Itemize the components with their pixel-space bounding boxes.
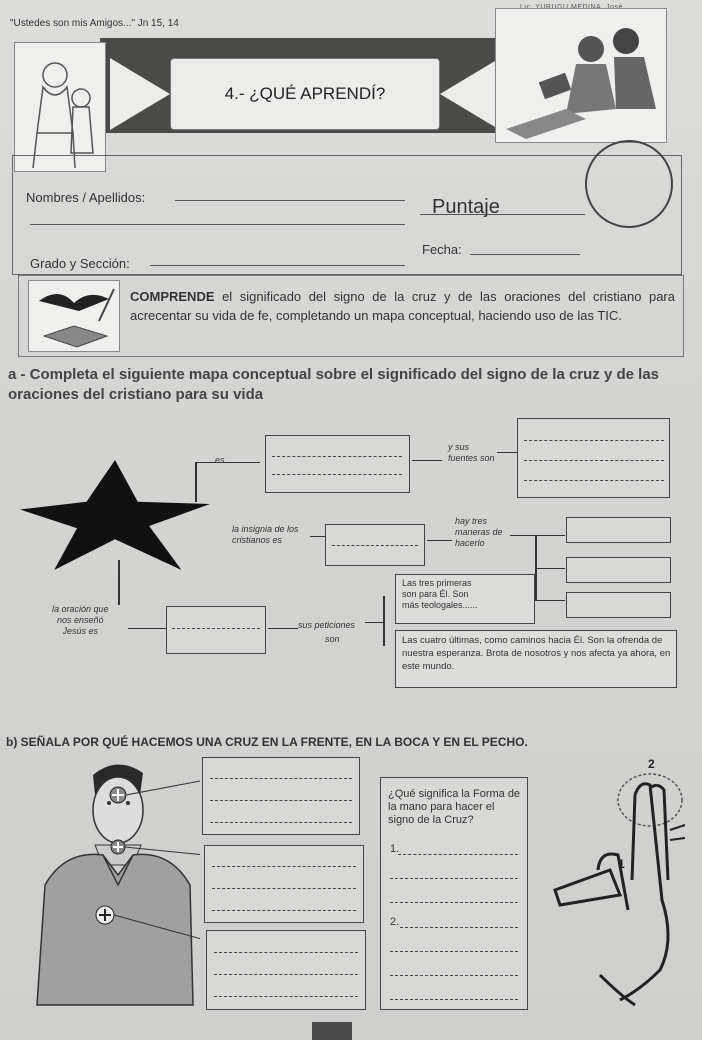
grade-label: Grado y Sección: xyxy=(30,256,130,271)
ribbon-left xyxy=(110,58,170,130)
map-box-way-2[interactable] xyxy=(566,557,671,583)
connector xyxy=(427,540,452,541)
connector xyxy=(268,628,298,629)
answer-line xyxy=(210,800,352,801)
answer-line xyxy=(214,974,358,975)
answer-line xyxy=(214,952,358,953)
map-primeras: Las tres primeras son para Él. Son más teologales...... xyxy=(402,578,478,610)
map-box-way-3[interactable] xyxy=(566,592,671,618)
map-box-oracion[interactable] xyxy=(166,606,266,654)
boy-crossing-illustration xyxy=(25,755,200,1010)
section-b-instruction: b) SEÑALA POR QUÉ HACEMOS UNA CRUZ EN LA FRENTE, EN LA BOCA Y EN EL PECHO. xyxy=(6,735,528,749)
finger-label-2: 2 xyxy=(648,757,655,771)
hand-sign-illustration xyxy=(540,760,690,1010)
connector xyxy=(195,462,197,502)
map-line xyxy=(172,628,260,629)
map-hay-tres: hay tres maneras de hacerlo xyxy=(455,516,503,548)
answer-1-line[interactable] xyxy=(398,854,518,855)
page-title: 4.- ¿QUÉ APRENDÍ? xyxy=(170,58,440,130)
map-oracion: la oración que nos enseñó Jesús es xyxy=(52,604,109,636)
connector xyxy=(497,452,517,453)
connector xyxy=(535,568,565,569)
cross-star-shape xyxy=(20,460,210,570)
date-line[interactable] xyxy=(470,254,580,255)
map-box-es[interactable] xyxy=(265,435,410,493)
map-es: es xyxy=(215,455,225,465)
map-line xyxy=(524,440,664,441)
answer-line xyxy=(212,866,356,867)
date-label: Fecha: xyxy=(422,242,462,257)
answer-line xyxy=(212,888,356,889)
score-label: Puntaje xyxy=(432,196,500,218)
connector xyxy=(535,600,565,601)
bird-book-icon xyxy=(28,280,120,352)
name-line-2[interactable] xyxy=(30,224,405,225)
score-circle[interactable] xyxy=(585,140,673,228)
map-peticiones: sus peticiones xyxy=(298,620,356,630)
map-ultimas: Las cuatro últimas, como caminos hacia Él. Son la ofrenda de nuestra esperanza. Brota de nosotros y nos afecta ya ahora, en este mundo. xyxy=(402,635,671,672)
answer-2-line[interactable] xyxy=(390,975,518,976)
map-line xyxy=(524,460,664,461)
connector xyxy=(310,536,325,537)
connector xyxy=(365,622,383,623)
connector xyxy=(535,535,565,536)
finger-label-1: 1 xyxy=(618,857,625,871)
answer-2-line[interactable] xyxy=(390,999,518,1000)
bible-quote: "Ustedes son mis Amigos..." Jn 15, 14 xyxy=(10,18,179,29)
competence-text: COMPRENDE el significado del signo de la cruz y de las oraciones del cristiano para acrecentar su vida de fe, completando un mapa conceptual, haciendo uso de las TIC. xyxy=(130,289,675,323)
score-underline xyxy=(420,214,585,215)
section-a-instruction: a - Completa el siguiente mapa conceptual sobre el significado del signo de la cruz y de las oraciones del cristiano para su vida xyxy=(8,366,660,403)
map-box-way-1[interactable] xyxy=(566,517,671,543)
map-line xyxy=(272,456,402,457)
illustration-students-reading xyxy=(495,8,667,143)
illustration-children-left xyxy=(14,42,106,172)
answer-1-label: 1. xyxy=(390,843,400,855)
name-line-1[interactable] xyxy=(175,200,405,201)
hand-question: ¿Qué significa la Forma de la mano para hacer el signo de la Cruz? xyxy=(388,788,521,826)
connector xyxy=(195,462,260,463)
page-marker xyxy=(312,1022,352,1040)
connector xyxy=(412,460,442,461)
map-line xyxy=(524,480,664,481)
ribbon-right xyxy=(440,58,500,130)
map-box-fuentes[interactable] xyxy=(517,418,670,498)
connector xyxy=(118,560,120,605)
map-insignia: la insignia de los cristianos es xyxy=(232,524,299,545)
connector xyxy=(383,596,385,646)
answer-line xyxy=(210,778,352,779)
grade-line[interactable] xyxy=(150,265,405,266)
answer-line xyxy=(214,996,358,997)
map-fuentes: y sus fuentes son xyxy=(448,442,495,463)
connector xyxy=(510,535,535,536)
connector xyxy=(128,628,166,629)
answer-1-line[interactable] xyxy=(390,902,518,903)
answer-2-line[interactable] xyxy=(400,927,518,928)
answer-1-line[interactable] xyxy=(390,878,518,879)
answer-box-mouth[interactable] xyxy=(204,845,364,923)
name-label: Nombres / Apellidos: xyxy=(26,190,146,205)
map-line xyxy=(332,545,418,546)
answer-2-line[interactable] xyxy=(390,951,518,952)
answer-line xyxy=(210,822,352,823)
answer-box-forehead[interactable] xyxy=(202,757,360,835)
map-son: son xyxy=(325,634,340,644)
answer-line xyxy=(212,910,356,911)
answer-2-label: 2. xyxy=(390,916,400,928)
map-line xyxy=(272,474,402,475)
answer-box-chest[interactable] xyxy=(206,930,366,1010)
